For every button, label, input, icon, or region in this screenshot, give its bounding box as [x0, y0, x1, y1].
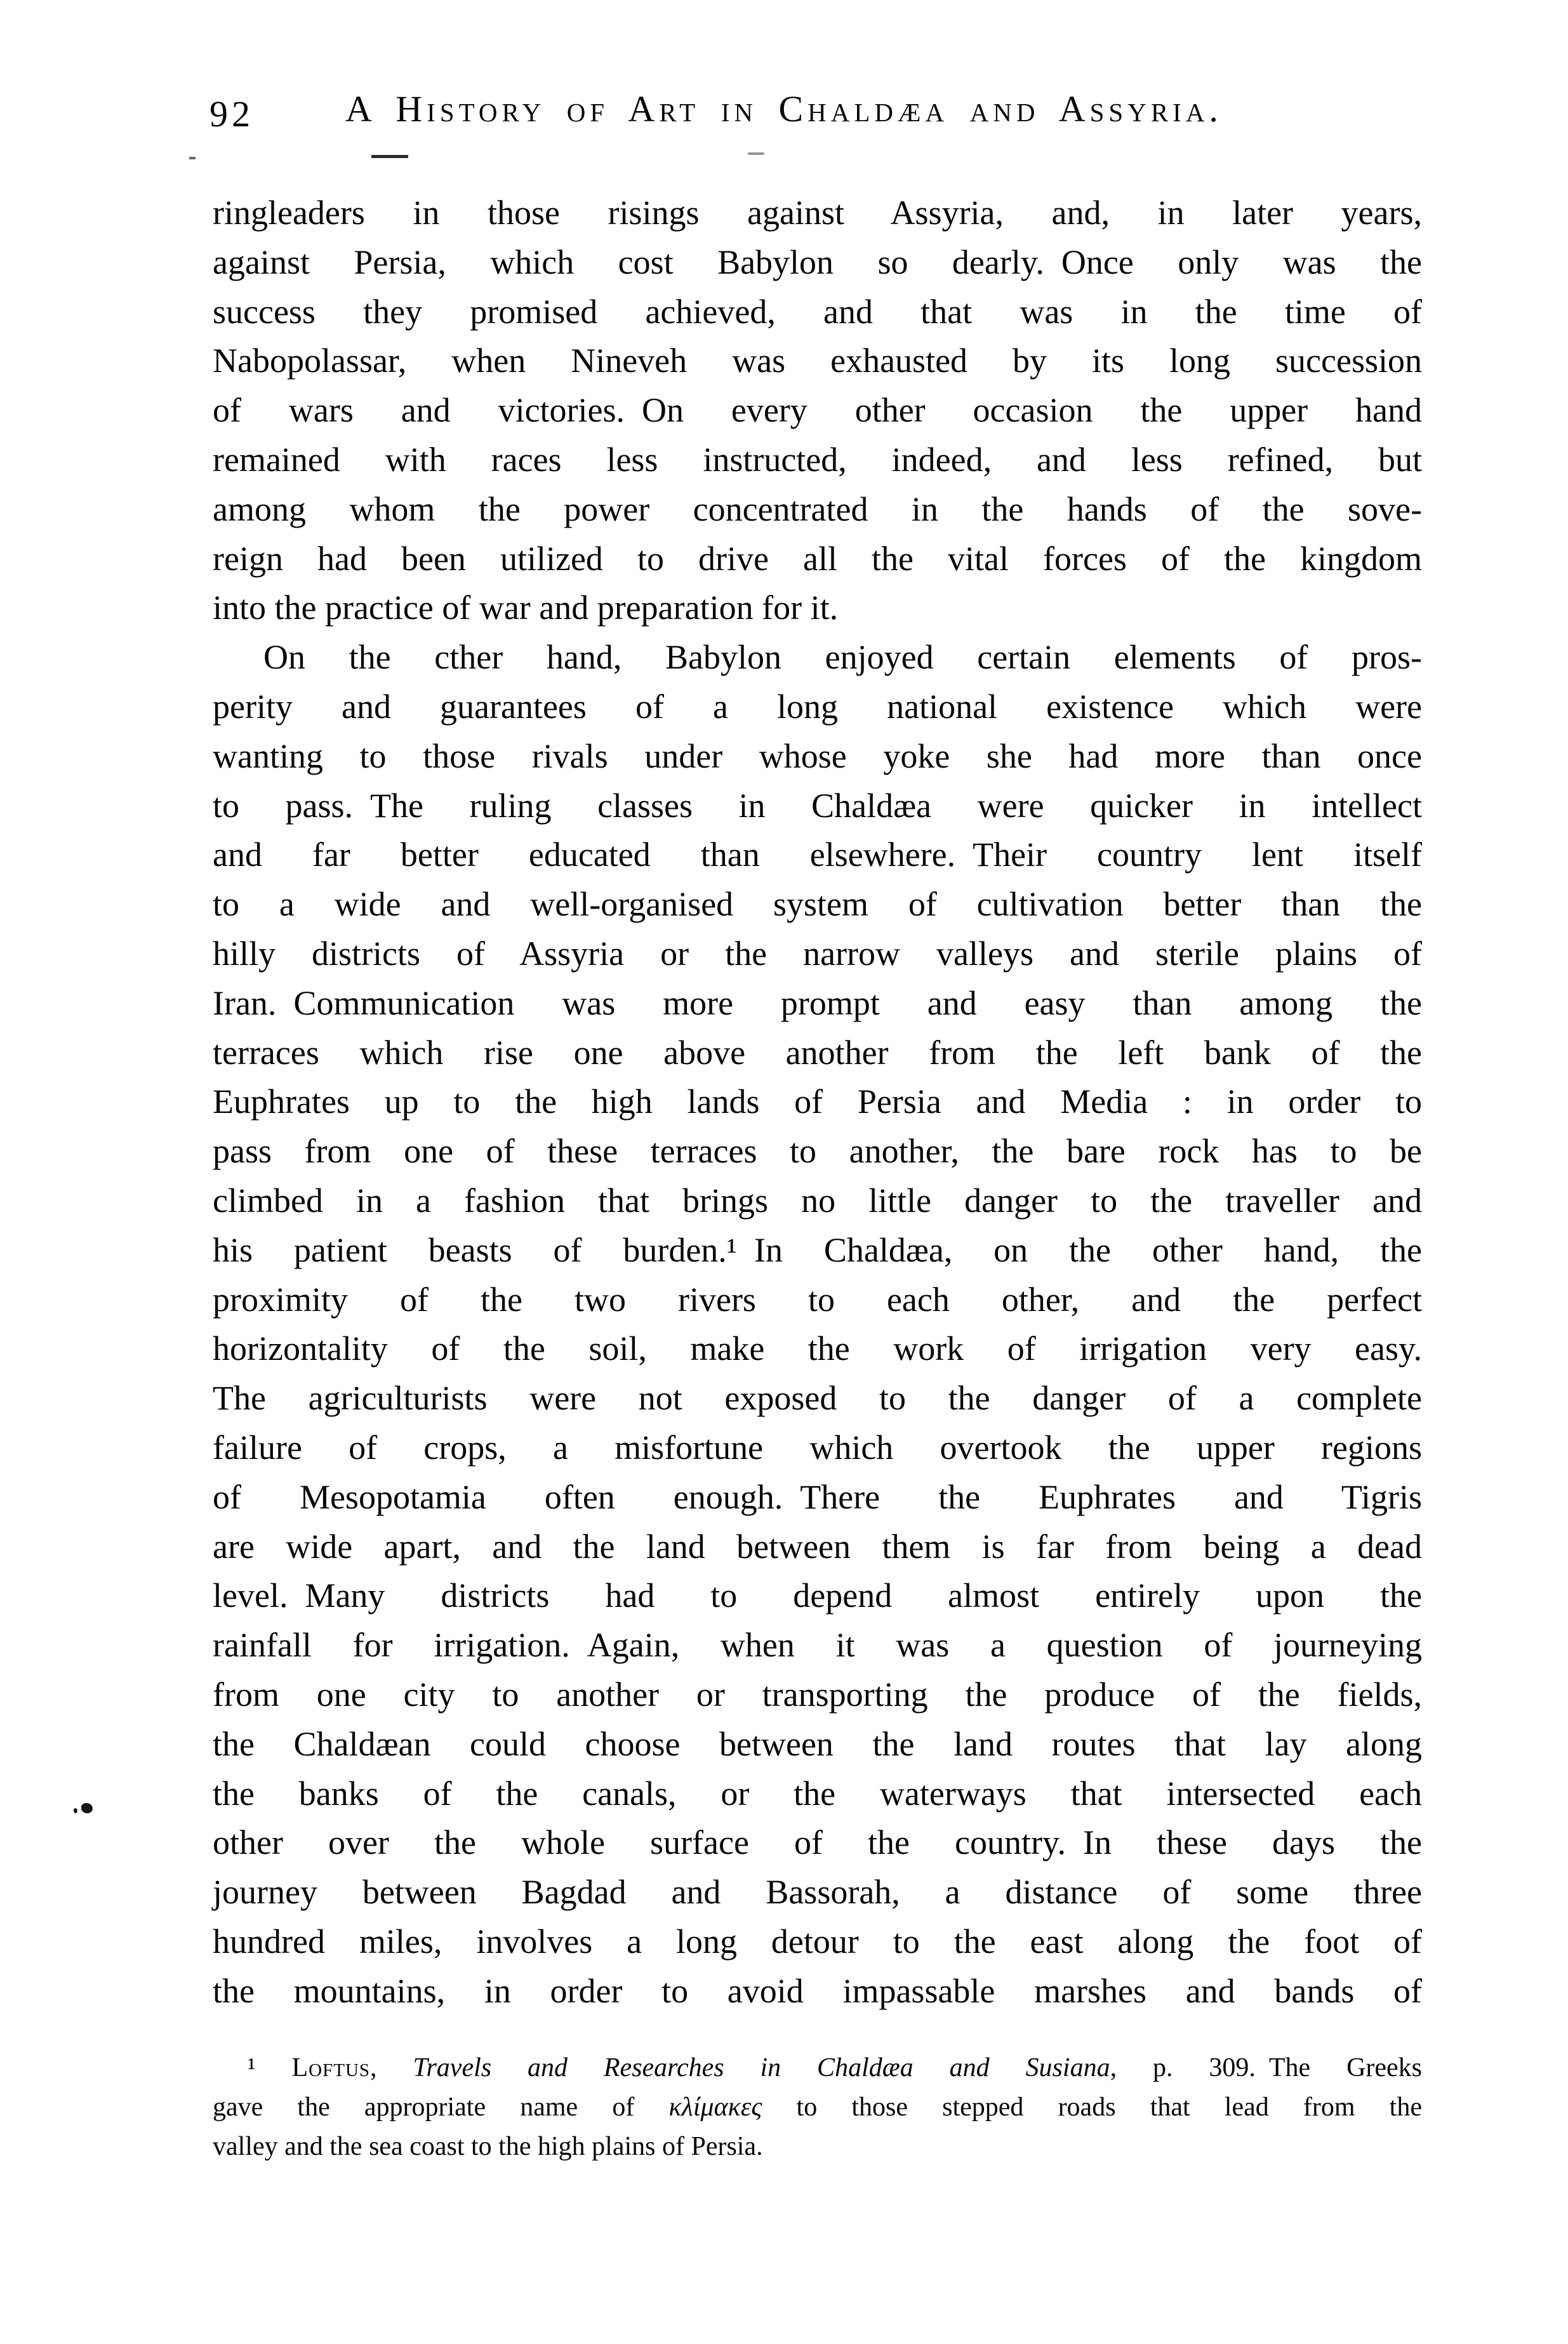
text-line: journey between Bagdad and Bassorah, a distance of some three: [213, 1873, 1422, 1912]
text-line: of Mesopotamia often enough. There the Euphrates and Tigris: [213, 1477, 1422, 1516]
text-line: Iran. Communication was more prompt and easy than among the: [213, 983, 1422, 1022]
text-segment: gave the appropriate name of: [213, 2093, 669, 2122]
scan-dash-artifact: [748, 152, 764, 155]
text-segment-smallcaps: Loftus: [291, 2053, 371, 2082]
footnote: [213, 2048, 1422, 2166]
text-line: hilly districts of Assyria or the narrow valleys and sterile plains of: [213, 934, 1422, 973]
text-segment: , p. 309. The Greeks: [1110, 2053, 1423, 2082]
text-line: perity and guarantees of a long national existence which were: [213, 687, 1422, 726]
text-line: On the cther hand, Babylon enjoyed certain elements of pros-: [263, 638, 1422, 677]
ink-speck: [74, 1808, 77, 1813]
running-title: A History of Art in Chaldæa and Assyria.: [345, 88, 1223, 130]
text-segment-italic: Travels and Researches in Chaldæa and Susiana: [413, 2053, 1110, 2082]
text-line: [213, 2088, 1422, 2127]
text-line: from one city to another or transporting the produce of the fields,: [213, 1675, 1422, 1714]
page-number: 92: [209, 93, 254, 135]
text-segment-italic: κλίμακες: [668, 2093, 762, 2122]
text-line: the banks of the canals, or the waterways that intersected each: [213, 1774, 1422, 1813]
text-segment: to those stepped roads that lead from the: [762, 2093, 1422, 2122]
text-line: reign had been utilized to drive all the vital forces of the kingdom: [213, 539, 1422, 578]
text-line: success they promised achieved, and that was in the time of: [213, 292, 1422, 331]
scan-dash-artifact: [371, 155, 408, 158]
text-line: Euphrates up to the high lands of Persia and Media : in order to: [213, 1082, 1422, 1121]
ink-speck: [81, 1803, 93, 1813]
text-line: into the practice of war and preparation for it.: [213, 589, 839, 627]
text-line: [213, 2048, 1422, 2088]
text-line: hundred miles, involves a long detour to the east along the foot of: [213, 1922, 1422, 1961]
text-line: ringleaders in those risings against Assyria, and, in later years,: [213, 194, 1422, 232]
text-line: of wars and victories. On every other occasion the upper hand: [213, 391, 1422, 430]
text-line: horizontality of the soil, make the work of irrigation very easy.: [213, 1329, 1422, 1368]
text-line: rainfall for irrigation. Again, when it was a question of journeying: [213, 1626, 1422, 1665]
text-line: terraces which rise one above another from the left bank of the: [213, 1033, 1422, 1072]
text-line: level. Many districts had to depend almost entirely upon the: [213, 1576, 1422, 1615]
text-line: valley and the sea coast to the high plains of Persia.: [213, 2132, 763, 2161]
text-line: wanting to those rivals under whose yoke she had more than once: [213, 736, 1422, 775]
text-line: the Chaldæan could choose between the land routes that lay along: [213, 1724, 1422, 1763]
text-line: other over the whole surface of the country. In these days the: [213, 1823, 1422, 1862]
text-line: his patient beasts of burden.¹ In Chaldæa, on the other hand, the: [213, 1230, 1422, 1269]
text-line: against Persia, which cost Babylon so dearly. Once only was the: [213, 243, 1422, 281]
text-line: climbed in a fashion that brings no little danger to the traveller and: [213, 1181, 1422, 1220]
text-segment: ¹: [248, 2053, 292, 2082]
text-line: pass from one of these terraces to another, the bare rock has to be: [213, 1132, 1422, 1171]
body-text: [213, 189, 1422, 2016]
text-line: are wide apart, and the land between them is far from being a dead: [213, 1527, 1422, 1566]
text-line: among whom the power concentrated in the hands of the sove-: [213, 489, 1422, 528]
text-segment: ,: [370, 2053, 413, 2082]
text-line: failure of crops, a misfortune which overtook the upper regions: [213, 1428, 1422, 1467]
text-line: proximity of the two rivers to each other, and the perfect: [213, 1280, 1422, 1319]
text-line: the mountains, in order to avoid impassable marshes and bands of: [213, 1971, 1422, 2010]
text-line: to pass. The ruling classes in Chaldæa were quicker in intellect: [213, 786, 1422, 825]
text-line: to a wide and well-organised system of cultivation better than the: [213, 885, 1422, 924]
scan-dash-artifact: [189, 157, 196, 159]
text-line: and far better educated than elsewhere. Their country lent itself: [213, 836, 1422, 874]
text-line: remained with races less instructed, indeed, and less refined, but: [213, 440, 1422, 479]
page-header: [0, 88, 1568, 148]
text-line: The agriculturists were not exposed to the danger of a complete: [213, 1379, 1422, 1418]
text-line: Nabopolassar, when Nineveh was exhausted by its long succession: [213, 342, 1422, 380]
